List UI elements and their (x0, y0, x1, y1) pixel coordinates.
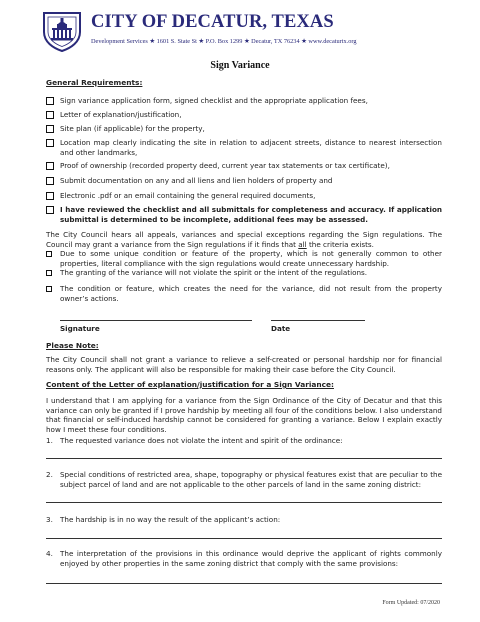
council-intro-text-end: the criteria exists. (306, 239, 374, 249)
letter-content-heading: Content of the Letter of explanation/justification for a Sign Variance: (46, 380, 334, 389)
requirement-item (46, 161, 442, 171)
checkbox[interactable] (46, 97, 54, 105)
answer-line[interactable] (46, 583, 442, 584)
please-note-text: The City Council shall not grant a variance to relieve a self-created or personal hardship nor for financial reasons only. The applicant will also be responsible for making their case before the City Council. (46, 355, 442, 374)
checkbox[interactable] (46, 162, 54, 170)
answer-line[interactable] (46, 538, 442, 539)
requirement-text: Letter of explanation/justification, (60, 110, 182, 119)
checkbox[interactable] (46, 192, 54, 200)
requirement-text: I have reviewed the checklist and all submittals for completeness and accuracy. If application submittal is determined to be incomplete, additional fees may be assessed. (60, 205, 442, 224)
council-condition (46, 284, 442, 303)
please-note-heading: Please Note: (46, 341, 99, 350)
checkbox[interactable] (46, 270, 52, 276)
item-number: 3. (46, 515, 53, 524)
condition-text: The granting of the variance will not violate the spirit or the intent of the regulations. (60, 268, 368, 277)
checkbox[interactable] (46, 177, 54, 185)
requirement-text: Location map clearly indicating the site in relation to adjacent streets, distance to nearest intersection and other landmarks, (60, 138, 442, 157)
answer-line[interactable] (46, 502, 442, 503)
requirement-item (46, 138, 442, 157)
answer-line[interactable] (46, 458, 442, 459)
requirement-text: Submit documentation on any and all liens and lien holders of property and (60, 176, 333, 185)
requirement-text: Site plan (if applicable) for the property, (60, 124, 205, 133)
council-intro-emphasis: all (298, 239, 307, 249)
signature-label: Signature (60, 324, 100, 333)
requirement-item (46, 191, 442, 201)
letter-content-intro: I understand that I am applying for a variance from the Sign Ordinance of the City of Decatur and that this variance can only be granted if I prove hardship by meeting all four of the conditions below. I also understand that financial or self-induced hardship cannot be considered for granting a variance. Below I explain exactly how I meet these four conditions. (46, 396, 442, 434)
requirement-text: Electronic .pdf or an email containing the general required documents, (60, 191, 316, 200)
requirement-item (46, 124, 442, 134)
item-number: 1. (46, 436, 53, 445)
council-intro-text: The City Council hears all appeals, variances and special exceptions regarding the Sign regulations. The Council may grant a variance from the Sign regulations if it finds that (46, 230, 442, 249)
signature-line[interactable] (60, 320, 252, 321)
requirement-item (46, 110, 442, 120)
council-intro (46, 230, 442, 249)
item-text: The requested variance does not violate the intent and spirit of the ordinance: (60, 436, 343, 445)
condition-text: Due to some unique condition or feature of the property, which is not generally common to other properties, literal compliance with the sign regulations would create unnecessary hardship. (60, 249, 442, 268)
checkbox[interactable] (46, 206, 54, 214)
numbered-item (46, 470, 442, 489)
item-text: The hardship is in no way the result of the applicant’s action: (60, 515, 281, 524)
condition-text: The condition or feature, which creates the need for the variance, did not result from the property owner’s actions. (60, 284, 442, 303)
item-text: The interpretation of the provisions in this ordinance would deprive the applicant of rights commonly enjoyed by other properties in the same zoning district that comply with the same provisions: (60, 549, 442, 568)
checkbox[interactable] (46, 139, 54, 147)
general-requirements-heading: General Requirements: (46, 78, 143, 87)
requirement-item (46, 96, 442, 106)
numbered-item (46, 515, 442, 525)
council-condition (46, 249, 442, 268)
requirement-text: Proof of ownership (recorded property deed, current year tax statements or tax certificate), (60, 161, 390, 170)
form-updated-note: Form Updated: 07/2020 (382, 600, 440, 606)
courthouse-seal-icon (41, 10, 83, 52)
item-text: Special conditions of restricted area, shape, topography or physical features exist that are peculiar to the subject parcel of land and are not applicable to the other parcels of land in the same zoning district: (60, 470, 442, 489)
contact-line: Development Services ★ 1601 S. State St ★ P.O. Box 1299 ★ Decatur, TX 76234 ★ www.decaturtx.org (91, 38, 357, 45)
requirement-text: Sign variance application form, signed checklist and the appropriate application fees, (60, 96, 368, 105)
checkbox[interactable] (46, 286, 52, 292)
document-title: Sign Variance (210, 60, 270, 71)
council-condition (46, 268, 442, 278)
item-number: 2. (46, 470, 53, 479)
requirement-item (46, 176, 442, 186)
date-label: Date (271, 324, 291, 333)
checkbox[interactable] (46, 125, 54, 133)
item-number: 4. (46, 549, 53, 558)
numbered-item (46, 549, 442, 568)
checkbox[interactable] (46, 111, 54, 119)
numbered-item (46, 436, 442, 446)
city-title: CITY OF DECATUR, TEXAS (91, 12, 334, 32)
requirement-item (46, 205, 442, 224)
checkbox[interactable] (46, 251, 52, 257)
date-line[interactable] (271, 320, 365, 321)
